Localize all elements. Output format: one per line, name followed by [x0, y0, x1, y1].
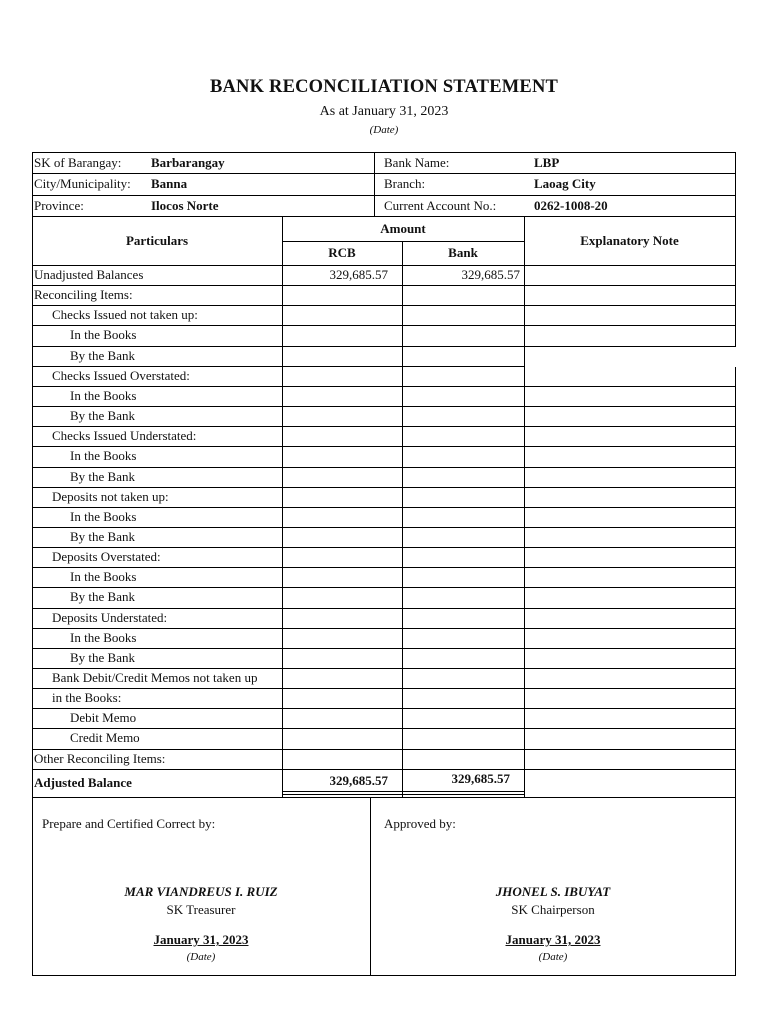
treasurer-date: January 31, 2023	[153, 932, 249, 947]
row-divider	[32, 769, 736, 770]
row-divider	[32, 507, 736, 508]
row-label: Deposits Understated:	[52, 609, 168, 625]
branch-label: Branch:	[384, 176, 426, 191]
row-divider	[32, 446, 736, 447]
date-caption: (Date)	[369, 124, 399, 136]
chairperson-date: January 31, 2023	[505, 932, 601, 947]
row-label: In the Books	[70, 327, 137, 343]
province-label: Province:	[34, 198, 84, 213]
row-divider	[32, 648, 736, 649]
row-divider	[32, 325, 736, 326]
row-divider	[32, 527, 736, 528]
row-label: In the Books	[70, 569, 137, 585]
bank-header: Bank	[448, 245, 478, 260]
row-label: By the Bank	[70, 468, 135, 484]
particulars-header: Particulars	[125, 233, 189, 248]
account-value: 0262-1008-20	[534, 198, 608, 213]
bank-name-label: Bank Name:	[384, 155, 450, 170]
row-label: Other Reconciling Items:	[34, 750, 166, 766]
chairperson-date-caption: (Date)	[538, 951, 568, 963]
chairperson-title: SK Chairperson	[511, 902, 595, 917]
row-bank-value: 329,685.57	[461, 267, 520, 282]
row-divider	[32, 587, 736, 588]
row-divider	[32, 426, 736, 427]
city-label: City/Municipality:	[34, 176, 131, 191]
row-label: Checks Issued not taken up:	[52, 307, 198, 323]
row-divider	[32, 346, 736, 347]
explanatory-note-header: Explanatory Note	[580, 233, 679, 248]
adjusted-balance-label: Adjusted Balance	[34, 775, 132, 790]
row-label: By the Bank	[70, 408, 135, 424]
row-divider	[32, 406, 736, 407]
rcb-header: RCB	[328, 245, 356, 260]
chairperson-name: JHONEL S. IBUYAT	[495, 884, 611, 899]
adjusted-bank-value: 329,685.57	[451, 771, 510, 786]
row-divider	[32, 305, 736, 306]
treasurer-name: MAR VIANDREUS I. RUIZ	[124, 884, 278, 899]
row-divider	[32, 728, 736, 729]
row-label: In the Books	[70, 508, 137, 524]
treasurer-title: SK Treasurer	[166, 902, 236, 917]
double-underline-bank	[403, 791, 524, 792]
approved-by-label: Approved by:	[384, 816, 456, 831]
row-label: By the Bank	[70, 528, 135, 544]
row-label: Unadjusted Balances	[34, 267, 144, 282]
row-label: Bank Debit/Credit Memos not taken up	[52, 670, 258, 685]
row-divider	[32, 628, 736, 629]
row-divider	[32, 547, 736, 548]
row-rcb-value: 329,685.57	[329, 267, 388, 282]
row-label: By the Bank	[70, 589, 135, 605]
page-title: BANK RECONCILIATION STATEMENT	[209, 77, 559, 97]
row-label: Debit Memo	[70, 710, 137, 726]
amount-header: Amount	[380, 221, 426, 236]
account-label: Current Account No.:	[384, 198, 497, 213]
row-label: Reconciling Items:	[34, 287, 133, 303]
sk-label: SK of Barangay:	[34, 155, 122, 170]
row-label: In the Books	[70, 387, 137, 403]
row-divider	[32, 467, 736, 468]
province-value: Ilocos Norte	[151, 198, 219, 213]
row-label: Deposits Overstated:	[52, 549, 161, 565]
prepared-by-label: Prepare and Certified Correct by:	[42, 816, 216, 831]
city-value: Banna	[151, 176, 188, 191]
treasurer-date-caption: (Date)	[186, 951, 216, 963]
row-divider	[32, 668, 736, 669]
row-divider	[32, 708, 736, 709]
row-label: In the Books	[70, 629, 137, 645]
branch-value: Laoag City	[534, 176, 596, 191]
row-divider	[32, 688, 736, 689]
row-divider	[32, 285, 736, 286]
double-underline-rcb	[283, 791, 402, 792]
row-label: Deposits not taken up:	[52, 488, 169, 504]
adjusted-rcb-value: 329,685.57	[329, 773, 388, 788]
row-label: In the Books	[70, 448, 137, 464]
row-label: Credit Memo	[70, 730, 140, 746]
row-label: Checks Issued Understated:	[52, 428, 197, 444]
row-label: By the Bank	[70, 649, 135, 665]
row-label: Checks Issued Overstated:	[52, 367, 190, 383]
row-label: By the Bank	[70, 347, 135, 363]
row-divider	[32, 386, 736, 387]
bank-name-value: LBP	[534, 155, 560, 170]
as-at-date: As at January 31, 2023	[319, 104, 449, 119]
row-divider	[32, 567, 736, 568]
sk-value: Barbarangay	[151, 155, 225, 170]
row-label: in the Books:	[52, 690, 122, 706]
